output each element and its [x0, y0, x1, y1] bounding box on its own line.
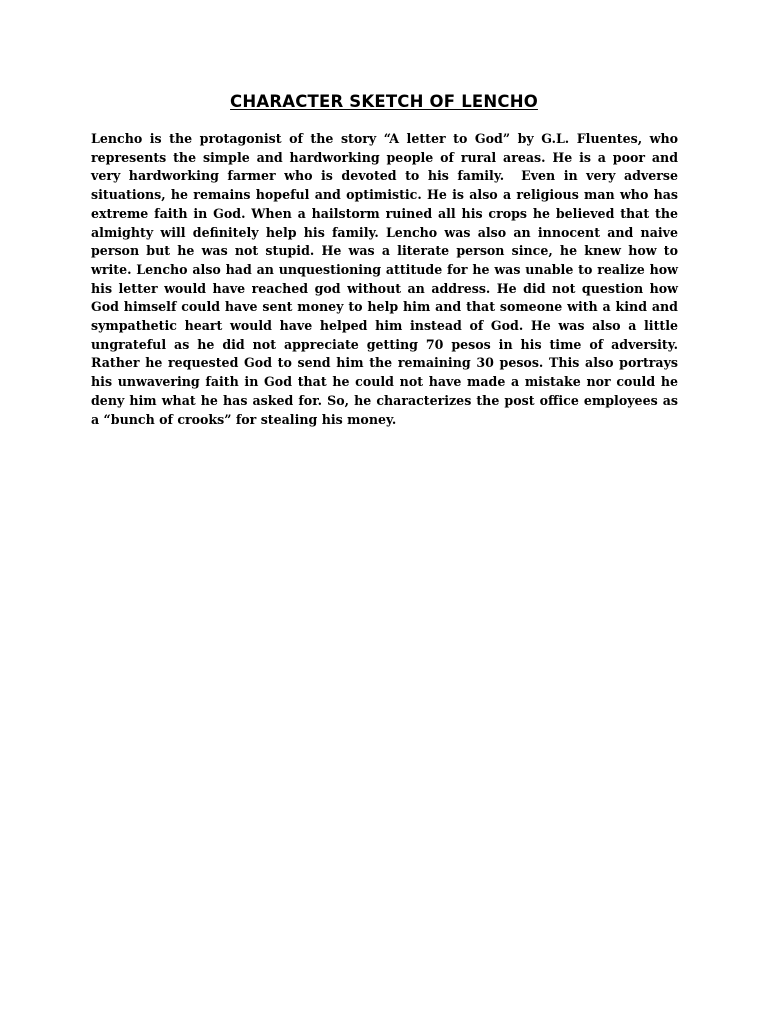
document-title: CHARACTER SKETCH OF LENCHO: [230, 92, 538, 111]
body-paragraph: Lencho is the protagonist of the story “A letter to God” by G.L. Fluentes, who represents the simple and hardworking people of rural areas. He is a poor and very hardworking farmer who is devoted to his family. Even in very adverse situations, he remains hopeful and optimistic. He is also a religious man who has extreme faith in God. When a hailstorm ruined all his crops he believed that the almighty will definitely help his family. Lencho was also an innocent and naive person but he was not stupid. He was a literate person since, he knew how to write. Lencho also had an unquestioning attitude for he was unable to realize how his letter would have reached god without an address. He did not question how God himself could have sent money to help him and that someone with a kind and sympathetic heart would have helped him instead of God. He was also a little ungrateful as he did not appreciate getting 70 pesos in his time of adversity. Rather he requested God to send him the remaining 30 pesos. This also portrays his unwavering faith in God that he could not have made a mistake nor could he deny him what he has asked for. So, he characterizes the post office employees as a “bunch of crooks” for stealing his money.: [91, 131, 683, 427]
